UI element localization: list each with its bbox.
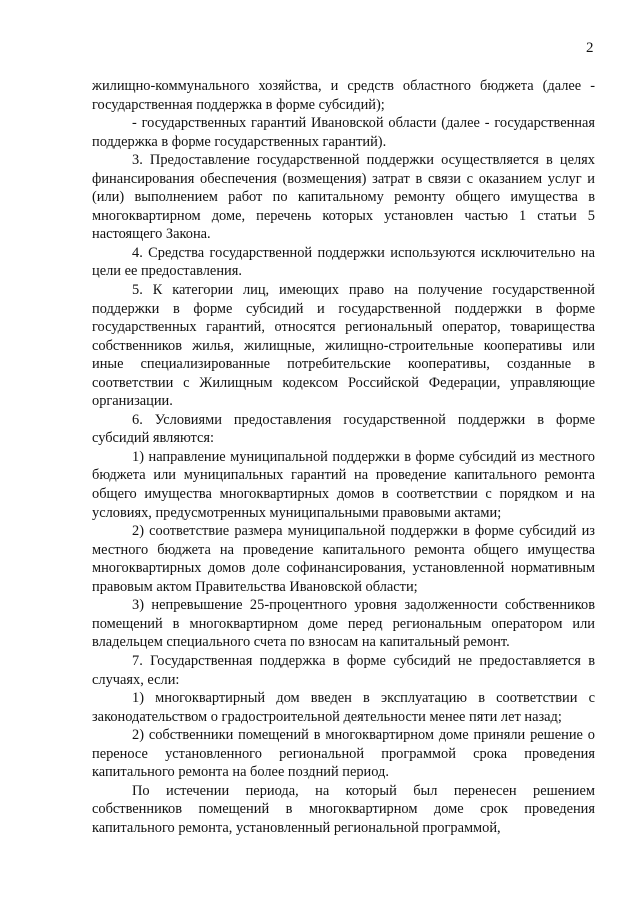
paragraph-clause-3: 3. Предоставление государственной поддержки осуществляется в целях финансирования обеспечения (возмещения) затрат в связи с оказанием услуг и (или) выполнением работ по капитальному ремонту общего имущества в многоквартирном доме, перечень которых установлен частью 1 статьи 5 настоящего Закона. <box>92 152 595 243</box>
paragraph-clause-7-2: 2) собственники помещений в многоквартирном доме приняли решение о переносе установленного региональной программой срока проведения капитального ремонта на более поздний период. <box>92 727 595 781</box>
paragraph-clause-6-3: 3) непревышение 25-процентного уровня задолженности собственников помещений в многоквартирном доме перед региональным оператором или владельцем специального счета по взносам на капитальный ремонт. <box>92 597 595 651</box>
page-number: 2 <box>586 40 594 56</box>
paragraph-clause-6-2: 2) соответствие размера муниципальной поддержки в форме субсидий из местного бюджета на проведение капитального ремонта общего имущества многоквартирных домов доле софинансирования, установленной нормативным правовым актом Правительства Ивановской области; <box>92 523 595 595</box>
paragraph-clause-7: 7. Государственная поддержка в форме субсидий не предоставляется в случаях, если: <box>92 652 595 688</box>
paragraph-state-guarantees: - государственных гарантий Ивановской области (далее - государственная поддержка в форме государственных гарантий). <box>92 115 595 150</box>
paragraph-clause-5: 5. К категории лиц, имеющих право на получение государственной поддержки в форме субсидий и государственной поддержки в форме государственных гарантий, относятся региональный оператор, товарищества собственников жилья, жилищные, жилищно-строительные кооперативы или иные специализированные потребительские кооперативы, созданные в соответствии с Жилищным кодексом Российской Федерации, управляющие организации. <box>92 282 595 410</box>
paragraph-continuation-subsidies: жилищно-коммунального хозяйства, и средств областного бюджета (далее - государственная поддержка в форме субсидий); <box>92 78 595 113</box>
paragraph-clause-6-1: 1) направление муниципальной поддержки в форме субсидий из местного бюджета или муниципальных гарантий на проведение капитального ремонта общего имущества многоквартирных домов в соответствии с порядком и на условиях, предусмотренных муниципальными правовыми актами; <box>92 448 595 521</box>
paragraph-clause-4: 4. Средства государственной поддержки используются исключительно на цели ее предоставления. <box>92 244 595 280</box>
paragraph-clause-7-1: 1) многоквартирный дом введен в эксплуатацию в соответствии с законодательством о градостроительной деятельности менее пяти лет назад; <box>92 690 595 725</box>
paragraph-clause-7-tail: По истечении периода, на который был перенесен решением собственников помещений в многоквартирном доме срок проведения капитального ремонта, установленный региональной программой, <box>92 782 595 836</box>
document-body <box>92 77 595 837</box>
paragraph-clause-6: 6. Условиями предоставления государственной поддержки в форме субсидий являются: <box>92 411 595 447</box>
